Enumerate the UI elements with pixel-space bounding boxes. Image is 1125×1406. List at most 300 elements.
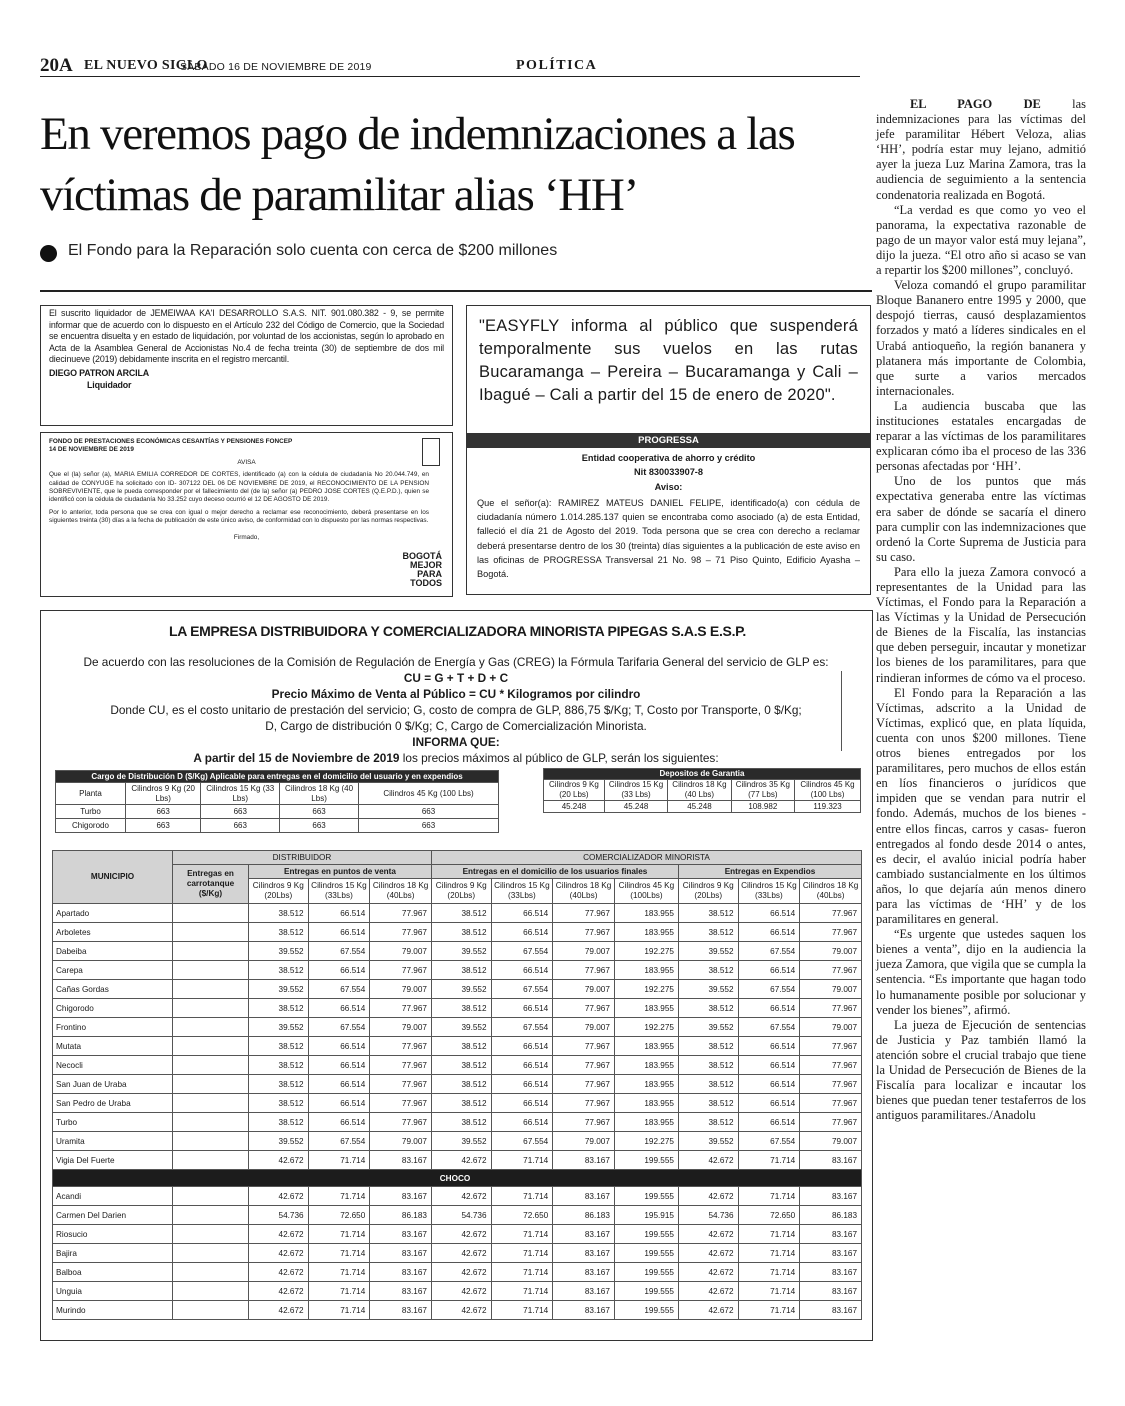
- column-header: Cilindros 45 Kg (100 Lbs): [359, 783, 499, 805]
- price-cell: 71.714: [491, 1263, 553, 1282]
- table-row: [53, 1075, 862, 1094]
- price-cell: 79.007: [553, 1018, 615, 1037]
- table-row: [53, 999, 862, 1018]
- price-cell: 77.967: [553, 999, 615, 1018]
- price-cell: 39.552: [678, 1132, 738, 1151]
- price-cell: 39.552: [678, 1018, 738, 1037]
- price-cell: 72.650: [308, 1206, 370, 1225]
- carrotanque-cell: [173, 1187, 249, 1206]
- price-cell: 38.512: [678, 1094, 738, 1113]
- municipio-name: Necocli: [53, 1056, 173, 1075]
- table-row: 45.248 45.248 45.248 108.982 119.323: [544, 801, 861, 813]
- carrotanque-cell: [173, 904, 249, 923]
- price-cell: 67.554: [308, 1018, 370, 1037]
- price-cell: 67.554: [491, 980, 553, 999]
- price-cell: 83.167: [553, 1151, 615, 1170]
- progressa-body: Que el señor(a): RAMIREZ MATEUS DANIEL FELIPE, identificado(a) con cédula de ciudadanía número 1.014.285.137 quien se encontraba como asociado (a) de esta Entidad, falleció el día 21 de Agosto del 2019. Toda persona que se crea con derecho a reclamar deberá presentarse dentro de los 30 (treinta) días siguientes a la publicación de este aviso en las oficinas de PROGRESSA Transversal 21 No. 98 – 71 Piso Quinto, Edificio Ayasha – Bogotá.: [477, 497, 860, 580]
- article-headline: En veremos pago de indemnizaciones a las víctimas de paramilitar alias ‘HH’: [40, 108, 795, 221]
- price-cell: 42.672: [431, 1225, 491, 1244]
- municipio-name: San Pedro de Uraba: [53, 1094, 173, 1113]
- price-cell: 67.554: [491, 942, 553, 961]
- price-cell: 72.650: [738, 1206, 800, 1225]
- price-cell: 38.512: [249, 923, 309, 942]
- price-cell: 77.967: [370, 999, 432, 1018]
- price-cell: 39.552: [249, 980, 309, 999]
- column-header: Cilindros 35 Kg (77 Lbs): [731, 780, 794, 801]
- price-cell: 38.512: [249, 1094, 309, 1113]
- table-row: [53, 1301, 862, 1320]
- price-cell: 66.514: [738, 1094, 800, 1113]
- price-cell: 38.512: [678, 1113, 738, 1132]
- price-cell: 71.714: [491, 1151, 553, 1170]
- divider: [40, 290, 872, 292]
- price-cell: 79.007: [800, 1132, 862, 1151]
- price-cell: 39.552: [431, 1018, 491, 1037]
- progressa-name: PROGRESSA: [467, 434, 870, 448]
- price-cell: 42.672: [678, 1187, 738, 1206]
- price-cell: 83.167: [553, 1263, 615, 1282]
- price-cell: 83.167: [370, 1225, 432, 1244]
- foncep-date: 14 DE NOVIEMBRE DE 2019: [49, 446, 134, 454]
- price-cell: 66.514: [491, 999, 553, 1018]
- price-cell: 71.714: [738, 1151, 800, 1170]
- price-cell: 71.714: [738, 1301, 800, 1320]
- carrotanque-cell: [173, 1075, 249, 1094]
- price-cell: 66.514: [308, 1113, 370, 1132]
- price-cell: 66.514: [308, 999, 370, 1018]
- price-cell: 86.183: [553, 1206, 615, 1225]
- municipio-name: Bajira: [53, 1244, 173, 1263]
- table-row: [53, 1094, 862, 1113]
- price-cell: 79.007: [370, 1018, 432, 1037]
- foncep-logo-icon: [422, 438, 440, 466]
- price-cell: 39.552: [249, 942, 309, 961]
- municipio-name: Carepa: [53, 961, 173, 980]
- price-cell: 66.514: [308, 1075, 370, 1094]
- price-cell: 42.672: [431, 1244, 491, 1263]
- price-cell: 192.275: [614, 1132, 678, 1151]
- table-row: [53, 904, 862, 923]
- price-cell: 66.514: [738, 999, 800, 1018]
- column-header: Cilindros 9 Kg (20 Lbs): [544, 780, 605, 801]
- table-row: [53, 1056, 862, 1075]
- price-cell: 199.555: [614, 1244, 678, 1263]
- column-header: Cilindros 18 Kg (40Lbs): [553, 879, 615, 904]
- price-cell: 66.514: [738, 961, 800, 980]
- foncep-title: FONDO DE PRESTACIONES ECONÓMICAS CESANTÍAS Y PENSIONES FONCEP: [49, 438, 293, 445]
- table-row: [53, 1151, 862, 1170]
- column-header: DISTRIBUIDOR: [173, 851, 432, 865]
- price-cell: 83.167: [800, 1282, 862, 1301]
- price-cell: 83.167: [370, 1187, 432, 1206]
- price-cell: 38.512: [678, 923, 738, 942]
- price-cell: 77.967: [553, 1037, 615, 1056]
- carrotanque-cell: [173, 1263, 249, 1282]
- price-cell: 83.167: [800, 1244, 862, 1263]
- price-cell: 183.955: [614, 1094, 678, 1113]
- price-cell: 79.007: [553, 942, 615, 961]
- column-header: Cilindros 15 Kg (33 Lbs): [201, 783, 280, 805]
- price-cell: 77.967: [800, 999, 862, 1018]
- article-lead: EL PAGO DE: [910, 97, 1041, 111]
- price-cell: 183.955: [614, 1037, 678, 1056]
- price-cell: 71.714: [491, 1187, 553, 1206]
- table-row: [53, 1282, 862, 1301]
- price-cell: 77.967: [553, 1056, 615, 1075]
- municipio-name: Mutata: [53, 1037, 173, 1056]
- price-cell: 77.967: [370, 1113, 432, 1132]
- column-header: Entregas en Expendios: [678, 865, 861, 879]
- price-cell: 79.007: [800, 1018, 862, 1037]
- price-cell: 83.167: [800, 1151, 862, 1170]
- price-cell: 66.514: [738, 1075, 800, 1094]
- price-cell: 42.672: [678, 1225, 738, 1244]
- notice-signer: DIEGO PATRON ARCILA: [49, 367, 150, 378]
- carrotanque-cell: [173, 961, 249, 980]
- carrotanque-cell: [173, 1113, 249, 1132]
- price-cell: 38.512: [431, 961, 491, 980]
- price-cell: 83.167: [370, 1282, 432, 1301]
- carrotanque-cell: [173, 1225, 249, 1244]
- price-cell: 83.167: [800, 1301, 862, 1320]
- price-cell: 38.512: [431, 1094, 491, 1113]
- price-cell: 66.514: [738, 1113, 800, 1132]
- price-cell: 39.552: [678, 942, 738, 961]
- price-cell: 192.275: [614, 1018, 678, 1037]
- price-cell: 77.967: [800, 1056, 862, 1075]
- column-header: MUNICIPIO: [53, 851, 173, 904]
- price-cell: 38.512: [431, 999, 491, 1018]
- price-cell: 77.967: [553, 1094, 615, 1113]
- price-cell: 83.167: [800, 1263, 862, 1282]
- price-cell: 54.736: [678, 1206, 738, 1225]
- price-cell: 86.183: [800, 1206, 862, 1225]
- price-cell: 183.955: [614, 904, 678, 923]
- price-cell: 66.514: [491, 923, 553, 942]
- price-cell: 71.714: [491, 1225, 553, 1244]
- price-cell: 38.512: [249, 1113, 309, 1132]
- progressa-nit: Nit 830033907-8: [634, 467, 703, 478]
- price-cell: 66.514: [491, 1037, 553, 1056]
- price-cell: 38.512: [678, 1056, 738, 1075]
- pipegas-text: De acuerdo con las resoluciones de la Comisión de Regulación de Energía y Gas (CREG) la Fórmula Tarifaria General del servicio de GLP es: CU = G + T + D + C Precio Máximo de Venta al Público = CU * Kilogramos por cilindro Donde CU, es el costo unitario de prestación del servicio; G, costo de compra de GLP, 886,75 $/Kg; T, Costo por Transporte, 0 $/Kg; D, Cargo de distribución 0 $/Kg; C, Cargo de Comercialización Minorista. INFORMA QUE: A partir del 15 de Noviembre de 2019 los precios máximos al público de GLP, serán los siguientes:: [83, 655, 829, 765]
- price-cell: 199.555: [614, 1301, 678, 1320]
- table-row: [53, 1225, 862, 1244]
- municipio-name: Frontino: [53, 1018, 173, 1037]
- notice-body: El suscrito liquidador de JEMEIWAA KA'I DESARROLLO S.A.S. NIT. 901.080.382 - 9, se permite informar que de acuerdo con lo dispuesto en el Artículo 232 del Código de Comercio, que la Sociedad se encuentra disuelta y en estado de liquidación, por voluntad de los accionistas, según lo aprobado en Acta de la Asamblea General de Accionistas No.4 de fecha treinta (30) de septiembre de dos mil diecinueve (2019) debidamente inscrita en el registro mercantil.: [49, 308, 444, 365]
- price-cell: 77.967: [553, 923, 615, 942]
- table-row: [53, 1206, 862, 1225]
- notice-role: Liquidador: [87, 379, 132, 390]
- price-cell: 67.554: [308, 980, 370, 999]
- article-paragraph: La audiencia buscaba que las instituciones estatales encargadas de reparar a las víctimas de los paramilitares explicaran cómo iba el proceso de las 336 personas afectadas por ‘HH’.: [876, 398, 1086, 474]
- municipio-name: San Juan de Uraba: [53, 1075, 173, 1094]
- price-cell: 77.967: [370, 904, 432, 923]
- price-cell: 77.967: [553, 1075, 615, 1094]
- price-cell: 66.514: [491, 1094, 553, 1113]
- price-cell: 38.512: [431, 904, 491, 923]
- price-cell: 79.007: [800, 942, 862, 961]
- price-cell: 54.736: [249, 1206, 309, 1225]
- price-cell: 38.512: [678, 999, 738, 1018]
- price-cell: 66.514: [308, 904, 370, 923]
- price-cell: 199.555: [614, 1263, 678, 1282]
- foncep-heading: AVISA: [237, 458, 256, 466]
- legal-notice-progressa: [466, 433, 871, 595]
- carrotanque-cell: [173, 1151, 249, 1170]
- price-cell: 39.552: [431, 1132, 491, 1151]
- article-paragraph: Para ello la jueza Zamora convocó a representantes de la Unidad para las Víctimas, el Fondo para la Reparación a las Víctimas y la Unidad de Persecución de Bienes de la Fiscalía, las instancias que deben perseguir, incautar y monetizar los bienes de los paramilitares, para que rindieran informes de cómo va el proceso.: [876, 564, 1086, 685]
- municipio-name: Uramita: [53, 1132, 173, 1151]
- price-cell: 67.554: [738, 942, 800, 961]
- municipio-name: Chigorodo: [53, 999, 173, 1018]
- price-cell: 77.967: [553, 1113, 615, 1132]
- column-header: Cilindros 9 Kg (20Lbs): [431, 879, 491, 904]
- price-cell: 71.714: [308, 1244, 370, 1263]
- column-header: COMERCIALIZADOR MINORISTA: [431, 851, 861, 865]
- price-cell: 39.552: [431, 980, 491, 999]
- price-cell: 71.714: [738, 1187, 800, 1206]
- article-paragraph: El Fondo para la Reparación a las Víctimas, adscrito a la Unidad de Víctimas, explicó que, en plata líquida, cuenta con unos $200 millones. Tiene otros bienes entregados por los paramilitares, pero muchos de ellos están en líos financieros o jurídicos que impiden que se vendan para nutrir el fondo. Además, muchos de los bienes -entre ellos fincas, carros y casas- fueron entregados al fondo desde 2014 o antes, es decir, el avalúo inicial podría haber cambiado sustancialmente en los últimos años, lo que dejaría aún menos dinero para las víctimas de ‘HH’ y de los paramilitares en general.: [876, 685, 1086, 927]
- table-row: [53, 1018, 862, 1037]
- carrotanque-cell: [173, 980, 249, 999]
- article-paragraph: EL PAGO DE las indemnizaciones para las víctimas del jefe paramilitar Hébert Veloza, alias ‘HH’, podría estar muy lejano, admitió ayer la jueza Luz Marina Zamora, tras la audiencia de seguimiento a la sentencia condenatoria realizada en Bogotá.: [876, 97, 1086, 202]
- carrotanque-cell: [173, 1301, 249, 1320]
- table-title: Depositos de Garantia: [544, 769, 861, 780]
- price-cell: 66.514: [738, 1037, 800, 1056]
- article-paragraph: Veloza comandó el grupo paramilitar Bloque Bananero entre 1995 y 2000, que despojó tierras, causó desplazamientos forzados y mató a líderes sindicales en el Urabá antioqueño, la región bananera y platanera más importante de Colombia, que surte a varios mercados internacionales.: [876, 278, 1086, 398]
- price-cell: 67.554: [491, 1018, 553, 1037]
- price-cell: 66.514: [308, 1056, 370, 1075]
- column-header: Cilindros 9 Kg (20Lbs): [249, 879, 309, 904]
- price-cell: 195.915: [614, 1206, 678, 1225]
- price-cell: 79.007: [370, 942, 432, 961]
- table-row: Turbo 663 663 663 663: [56, 805, 499, 819]
- price-cell: 83.167: [370, 1263, 432, 1282]
- price-cell: 66.514: [308, 1094, 370, 1113]
- deposit-table: [543, 768, 861, 813]
- table-row: [53, 942, 862, 961]
- price-cell: 199.555: [614, 1225, 678, 1244]
- foncep-closing: Firmado,: [233, 533, 260, 541]
- column-header: Cilindros 15 Kg (33Lbs): [308, 879, 370, 904]
- price-cell: 71.714: [308, 1187, 370, 1206]
- municipio-name: Arboletes: [53, 923, 173, 942]
- column-header: Cilindros 18 Kg (40 Lbs): [668, 780, 731, 801]
- price-cell: 42.672: [431, 1282, 491, 1301]
- price-cell: 66.514: [491, 1075, 553, 1094]
- price-cell: 42.672: [431, 1151, 491, 1170]
- price-cell: 38.512: [678, 1075, 738, 1094]
- price-cell: 199.555: [614, 1151, 678, 1170]
- table-row: [53, 980, 862, 999]
- price-cell: 39.552: [249, 1018, 309, 1037]
- column-header: Planta: [56, 783, 126, 805]
- price-cell: 39.552: [249, 1132, 309, 1151]
- carrotanque-cell: [173, 1282, 249, 1301]
- carrotanque-cell: [173, 1056, 249, 1075]
- price-cell: 79.007: [370, 1132, 432, 1151]
- price-cell: 71.714: [491, 1301, 553, 1320]
- carrotanque-cell: [173, 1018, 249, 1037]
- municipio-name: Turbo: [53, 1113, 173, 1132]
- price-cell: 38.512: [678, 1037, 738, 1056]
- carrotanque-cell: [173, 1094, 249, 1113]
- table-row: [53, 961, 862, 980]
- price-cell: 83.167: [553, 1301, 615, 1320]
- foncep-body: Por lo anterior, toda persona que se crea con igual o mejor derecho a reclamar ese reconocimiento, deberá presentarse en los siguientes treinta (30) días a la fecha de publicación de este único aviso, de conformidad con lo dispuesto por las normas respectivas.: [49, 508, 429, 525]
- price-cell: 42.672: [678, 1301, 738, 1320]
- price-cell: 66.514: [308, 923, 370, 942]
- column-header: Cilindros 9 Kg (20 Lbs): [126, 783, 201, 805]
- column-header: Cilindros 15 Kg (33Lbs): [738, 879, 800, 904]
- price-cell: 183.955: [614, 923, 678, 942]
- price-cell: 83.167: [553, 1225, 615, 1244]
- price-cell: 77.967: [370, 923, 432, 942]
- price-cell: 38.512: [431, 1113, 491, 1132]
- price-cell: 66.514: [738, 904, 800, 923]
- column-header: Entregas en carrotanque ($/Kg): [173, 865, 249, 904]
- column-header: Entregas en el domicilio de los usuarios finales: [431, 865, 678, 879]
- section-name: POLÍTICA: [516, 58, 598, 73]
- group-row: CHOCO: [53, 1170, 862, 1187]
- price-cell: 77.967: [800, 1075, 862, 1094]
- price-cell: 66.514: [491, 904, 553, 923]
- price-cell: 71.714: [308, 1225, 370, 1244]
- price-cell: 71.714: [308, 1301, 370, 1320]
- article-paragraph: Uno de los puntos que más expectativa generaba entre las víctimas era saber de dónde se sacaría el dinero para cumplir con las indemnizaciones que ordenó la Corte Suprema de Justicia para su caso.: [876, 474, 1086, 564]
- price-cell: 71.714: [308, 1151, 370, 1170]
- price-cell: 72.650: [491, 1206, 553, 1225]
- price-cell: 66.514: [491, 1056, 553, 1075]
- legal-notice-foncep: [40, 432, 453, 597]
- glp-price-table: [52, 850, 862, 1320]
- price-cell: 71.714: [491, 1282, 553, 1301]
- price-cell: 38.512: [678, 961, 738, 980]
- price-cell: 42.672: [431, 1301, 491, 1320]
- price-cell: 71.714: [308, 1263, 370, 1282]
- price-cell: 42.672: [678, 1244, 738, 1263]
- price-cell: 77.967: [553, 961, 615, 980]
- progressa-heading: Aviso:: [654, 481, 683, 492]
- column-header: Cilindros 15 Kg (33Lbs): [491, 879, 553, 904]
- price-cell: 77.967: [800, 904, 862, 923]
- price-cell: 83.167: [553, 1187, 615, 1206]
- column-header: Cilindros 18 Kg (40Lbs): [370, 879, 432, 904]
- column-header: Cilindros 9 Kg (20Lbs): [678, 879, 738, 904]
- carrotanque-cell: [173, 1132, 249, 1151]
- price-cell: 66.514: [308, 961, 370, 980]
- table-row: [53, 1113, 862, 1132]
- price-cell: 42.672: [249, 1187, 309, 1206]
- price-cell: 183.955: [614, 1113, 678, 1132]
- municipio-name: Dabeiba: [53, 942, 173, 961]
- price-cell: 42.672: [678, 1282, 738, 1301]
- masthead: [40, 55, 860, 77]
- article-paragraph: “La verdad es que como yo veo el panorama, la expectativa razonable de pago de un mayor valor está muy lejana”, dijo la jueza. “El otro año si acaso se van a repartir los $200 millones”, concluyó.: [876, 202, 1086, 278]
- price-cell: 86.183: [370, 1206, 432, 1225]
- price-cell: 183.955: [614, 961, 678, 980]
- price-cell: 79.007: [553, 980, 615, 999]
- column-header: Cilindros 45 Kg (100 Lbs): [795, 780, 861, 801]
- price-cell: 199.555: [614, 1187, 678, 1206]
- price-cell: 79.007: [553, 1132, 615, 1151]
- price-cell: 77.967: [370, 961, 432, 980]
- price-cell: 83.167: [370, 1301, 432, 1320]
- municipio-name: Carmen Del Darien: [53, 1206, 173, 1225]
- price-cell: 38.512: [249, 1037, 309, 1056]
- bogota-logo: BOGOTÁ MEJOR PARA TODOS: [402, 551, 442, 588]
- municipio-name: Acandi: [53, 1187, 173, 1206]
- article-paragraph: La jueza de Ejecución de sentencias de Justicia y Paz también llamó la atención sobre el crucial trabajo que tiene la Unidad de Persecución de Bienes de la Fiscalía para localizar e incautar los bienes que puedan tener testaferros de los antiguos paramilitares./Anadolu: [876, 1017, 1086, 1123]
- article-body: [876, 97, 1086, 1123]
- pipegas-title: LA EMPRESA DISTRIBUIDORA Y COMERCIALIZADORA MINORISTA PIPEGAS S.A.S E.S.P.: [168, 623, 746, 639]
- price-cell: 71.714: [738, 1244, 800, 1263]
- article-subhead: [40, 242, 860, 264]
- price-cell: 77.967: [800, 1113, 862, 1132]
- price-cell: 66.514: [491, 1113, 553, 1132]
- price-cell: 42.672: [249, 1263, 309, 1282]
- municipio-name: Unguia: [53, 1282, 173, 1301]
- column-header: Cilindros 18 Kg (40Lbs): [800, 879, 862, 904]
- price-cell: 77.967: [800, 961, 862, 980]
- price-cell: 38.512: [431, 923, 491, 942]
- price-cell: 38.512: [431, 1037, 491, 1056]
- page-number: 20A: [40, 55, 73, 76]
- price-cell: 83.167: [553, 1282, 615, 1301]
- price-cell: 71.714: [738, 1282, 800, 1301]
- carrotanque-cell: [173, 942, 249, 961]
- price-cell: 39.552: [678, 980, 738, 999]
- price-cell: 38.512: [249, 961, 309, 980]
- carrotanque-cell: [173, 1244, 249, 1263]
- price-cell: 77.967: [370, 1056, 432, 1075]
- municipio-name: Vigia Del Fuerte: [53, 1151, 173, 1170]
- subhead-text: El Fondo para la Reparación solo cuenta con cerca de $200 millones: [68, 242, 558, 259]
- price-cell: 83.167: [370, 1244, 432, 1263]
- municipio-name: Murindo: [53, 1301, 173, 1320]
- price-cell: 67.554: [738, 1132, 800, 1151]
- price-cell: 66.514: [738, 1056, 800, 1075]
- price-cell: 83.167: [800, 1225, 862, 1244]
- price-cell: 38.512: [431, 1075, 491, 1094]
- price-cell: 67.554: [738, 1018, 800, 1037]
- price-cell: 192.275: [614, 980, 678, 999]
- progressa-subtitle: Entidad cooperativa de ahorro y crédito: [581, 453, 756, 463]
- price-cell: 54.736: [431, 1206, 491, 1225]
- price-cell: 42.672: [431, 1263, 491, 1282]
- price-cell: 42.672: [678, 1263, 738, 1282]
- price-cell: 38.512: [249, 1075, 309, 1094]
- table-row: Chigorodo 663 663 663 663: [56, 819, 499, 833]
- price-cell: 77.967: [370, 1075, 432, 1094]
- table-row: [53, 1244, 862, 1263]
- price-cell: 77.967: [800, 1094, 862, 1113]
- price-cell: 67.554: [308, 1132, 370, 1151]
- price-cell: 183.955: [614, 1056, 678, 1075]
- municipio-name: Cañas Gordas: [53, 980, 173, 999]
- price-cell: 77.967: [800, 923, 862, 942]
- price-cell: 39.552: [431, 942, 491, 961]
- price-cell: 66.514: [308, 1037, 370, 1056]
- column-header: Cilindros 45 Kg (100Lbs): [614, 879, 678, 904]
- table-row: [53, 1037, 862, 1056]
- table-row: [53, 1132, 862, 1151]
- carrotanque-cell: [173, 1206, 249, 1225]
- price-cell: 77.967: [553, 904, 615, 923]
- notice-easyfly: "EASYFLY informa al público que suspenderá temporalmente sus vuelos en las rutas Bucaramanga – Pereira – Bucaramanga y Cali – Ibagué – Cali a partir del 15 de enero de 2020".: [466, 305, 871, 442]
- price-cell: 83.167: [553, 1244, 615, 1263]
